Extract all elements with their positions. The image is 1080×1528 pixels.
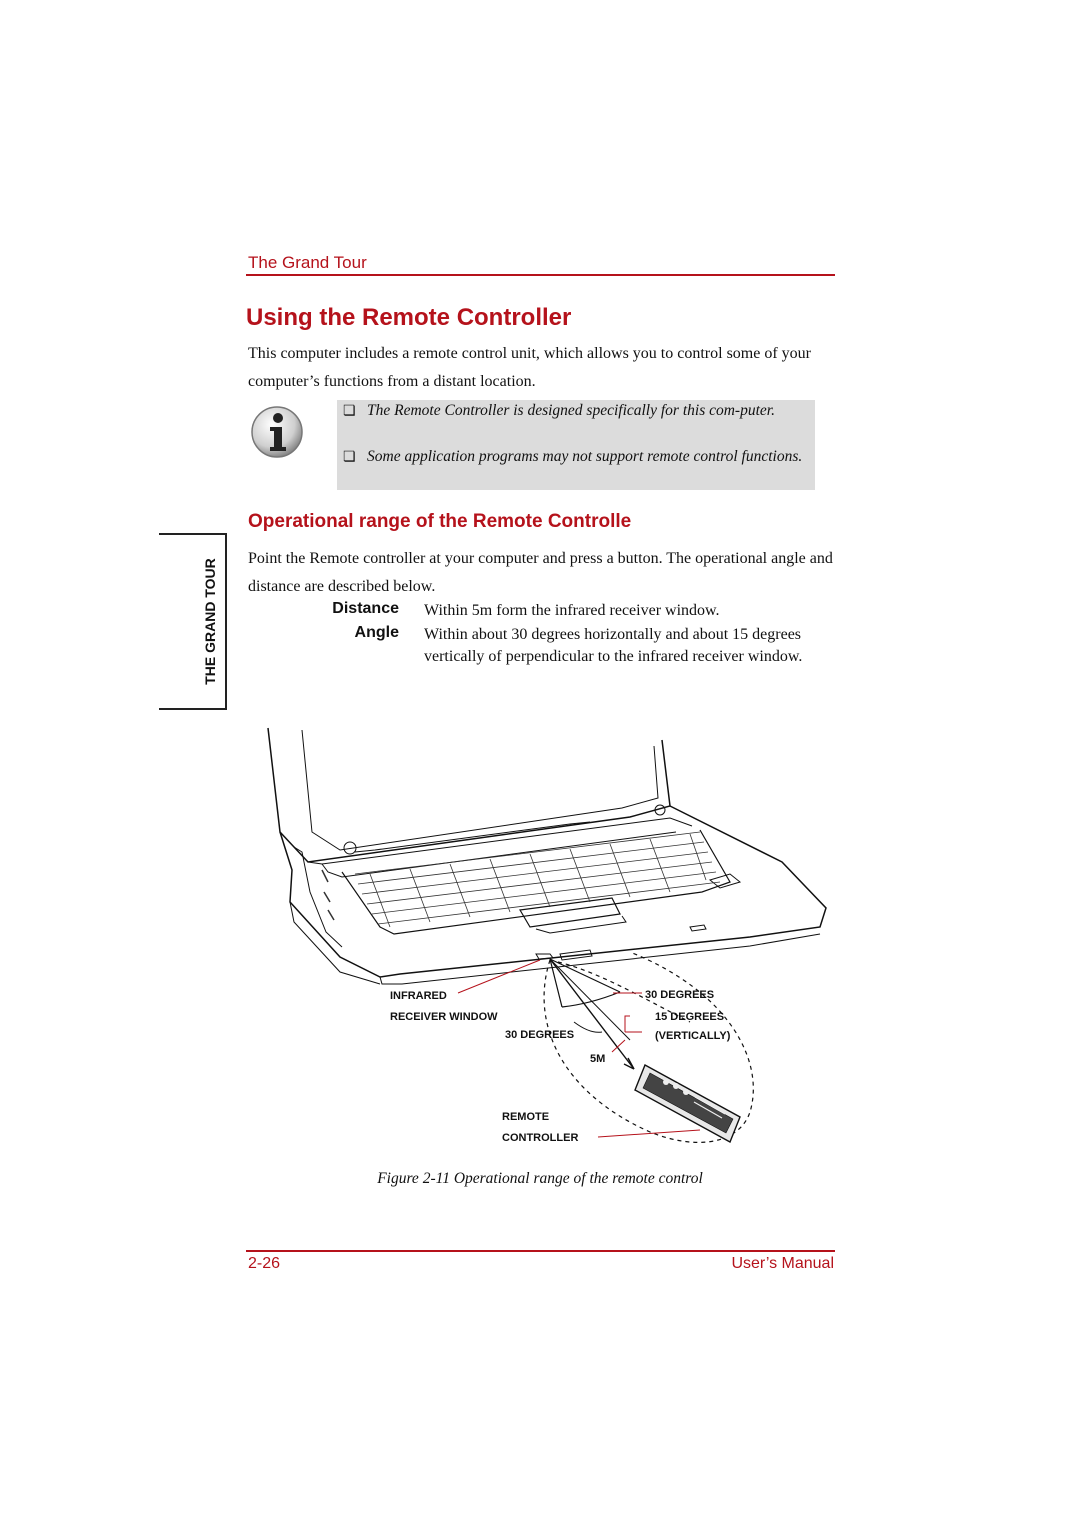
- note-item: ❏ Some application programs may not support remote control functions.: [343, 446, 807, 468]
- label-controller: CONTROLLER: [502, 1132, 579, 1144]
- label-distance: 5M: [590, 1053, 606, 1065]
- label-15-degrees: 15 DEGREES: [655, 1011, 725, 1023]
- info-icon: [250, 403, 306, 466]
- label-receiver-window: RECEIVER WINDOW: [390, 1011, 498, 1023]
- range-paragraph: Point the Remote controller at your computer and press a button. The operational angle and distance are described below.: [248, 550, 833, 595]
- intro-paragraph: This computer includes a remote control unit, which allows you to control some of your computer’s functions from a distant location.: [248, 345, 811, 390]
- side-tab-label: THE GRAND TOUR: [202, 558, 218, 685]
- definition-desc-angle: Within about 30 degrees horizontally and about 15 degrees vertically of perpendicular to the infrared receiver window.: [424, 626, 803, 665]
- page-title: Using the Remote Controller: [246, 304, 572, 331]
- laptop-illustration: [268, 728, 826, 984]
- header-rule: [246, 274, 835, 276]
- definition-desc-distance: Within 5m form the infrared receiver window.: [424, 602, 720, 619]
- footer-rule: [246, 1250, 835, 1252]
- checkbox-bullet-icon: ❏: [343, 450, 356, 465]
- label-30-degrees-horizontal: 30 DEGREES: [505, 1029, 575, 1041]
- subsection-title: Operational range of the Remote Controlle: [248, 511, 632, 532]
- callout-lines: [458, 960, 700, 1137]
- note-item: ❏ The Remote Controller is designed specifically for this com-puter.: [343, 400, 807, 422]
- figure: [230, 722, 850, 1167]
- label-30-degrees: 30 DEGREES: [645, 989, 715, 1001]
- definition-term-distance: Distance: [332, 600, 399, 617]
- manual-name: User’s Manual: [731, 1255, 834, 1272]
- definition-term-angle: Angle: [354, 624, 399, 641]
- page-number: 2-26: [248, 1255, 281, 1272]
- note-box: [337, 400, 815, 490]
- side-tab: [159, 533, 227, 710]
- label-infrared: INFRARED: [390, 990, 447, 1002]
- figure-caption: Figure 2-11 Operational range of the remote control: [377, 1170, 703, 1187]
- label-remote: REMOTE: [502, 1111, 550, 1123]
- checkbox-bullet-icon: ❏: [343, 404, 356, 419]
- label-vertically: (VERTICALLY): [655, 1030, 731, 1042]
- laptop-remote-diagram: [230, 722, 850, 1162]
- running-header: The Grand Tour: [248, 253, 367, 272]
